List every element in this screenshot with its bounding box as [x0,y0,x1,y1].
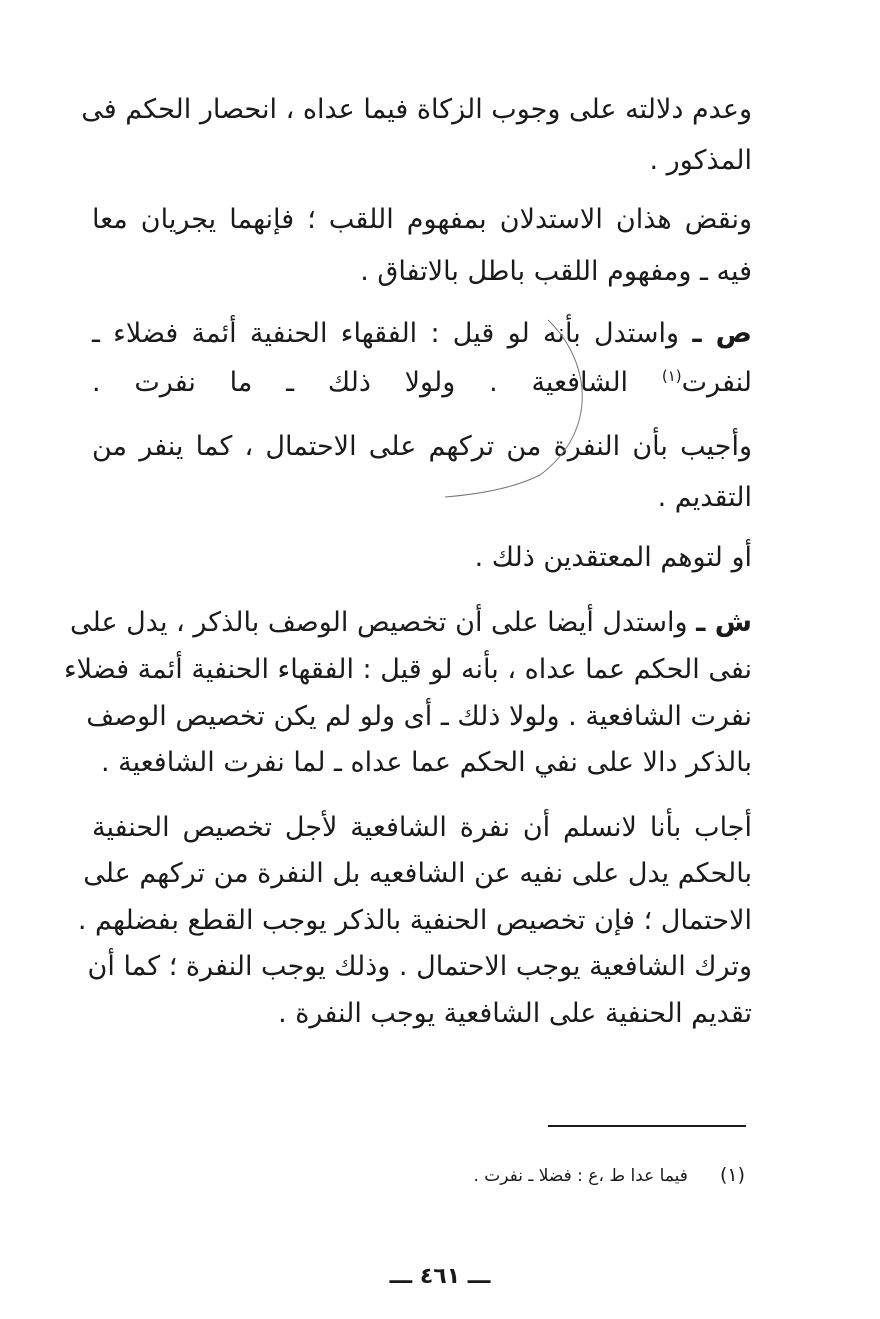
text-line: المذكور . [649,145,752,176]
text-line: وترك الشافعية يوجب الاحتمال . وذلك يوجب النفرة ؛ كما أن [87,951,752,982]
text-line: فيه ـ ومفهوم اللقب باطل بالاتفاق . [360,256,752,287]
text-line: وعدم دلالته على وجوب الزكاة فيما عداه ، انحصار الحكم فى [81,94,752,125]
text-line: أو لتوهم المعتقدين ذلك . [474,542,752,573]
text-span: لنفرت [681,367,752,398]
text-line: وأجيب بأن النفرة من تركهم على الاحتمال ، كما ينفر من [92,431,752,462]
footnote-text: فيما عدا ط ،ع : فضلا ـ نفرت . [473,1166,688,1186]
footnote-ref: (١) [661,367,682,385]
text-line: نفى الحكم عما عداه ، بأنه لو قيل : الفقهاء الحنفية أئمة فضلاء [63,654,752,685]
section-marker-shin: ش ـ [696,607,752,638]
footnote [473,1160,745,1191]
footnote-separator [548,1125,746,1127]
text-line: نفرت الشافعية . ولولا ذلك ـ أى ولو لم يكن تخصيص الوصف [86,701,752,732]
text-line: التقديم . [657,482,752,513]
text-span: واستدل بأنه لو قيل : الفقهاء الحنفية أئمة فضلاء ـ [92,318,680,349]
text-line [92,363,752,403]
text-span: الشافعية . ولولا ذلك ـ ما نفرت . [92,367,629,398]
text-line [92,314,752,354]
section-marker-sad: ص ـ [692,318,753,349]
page-number: ـــ ٤٦١ ـــ [389,1264,491,1289]
text-line: الاحتمال ؛ فإن تخصيص الحنفية بالذكر يوجب القطع بفضلهم . [77,905,752,936]
text-line: أجاب بأنا لانسلم أن نفرة الشافعية لأجل تخصيص الحنفية [92,812,752,843]
text-line: تقديم الحنفية على الشافعية يوجب النفرة . [278,998,752,1029]
text-span: واستدل أيضا على أن تخصيص الوصف بالذكر ، يدل على [70,607,688,638]
text-line: بالحكم يدل على نفيه عن الشافعيه بل النفرة من تركهم على [83,858,752,889]
text-line: ونقض هذان الاستدلان بمفهوم اللقب ؛ فإنهما يجريان معا [92,204,752,235]
text-line [70,603,752,643]
text-line: بالذكر دالا على نفي الحكم عما عداه ـ لما نفرت الشافعية . [100,747,752,778]
footnote-number: (١) [719,1164,745,1186]
